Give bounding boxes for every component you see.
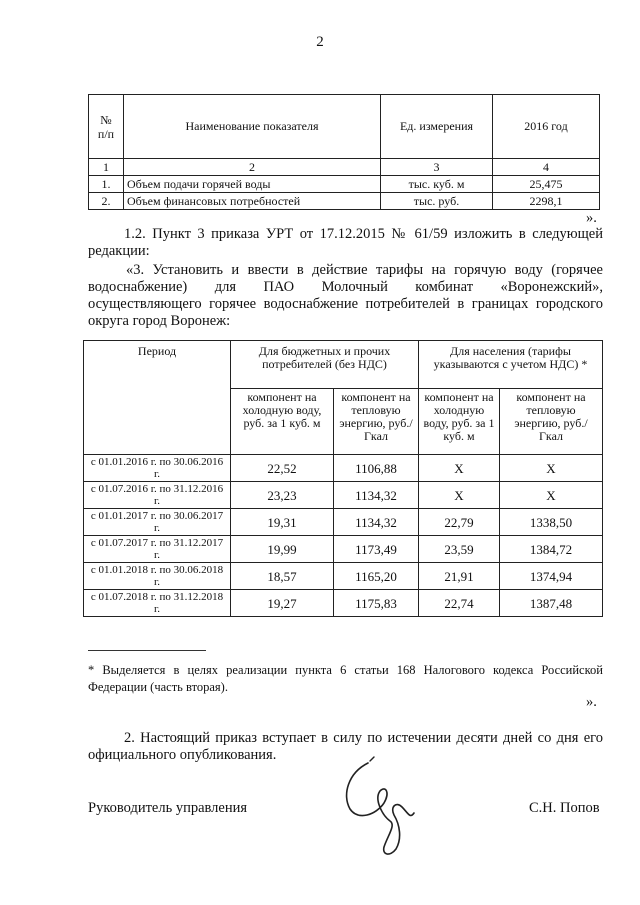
footnote-divider (88, 650, 206, 651)
table-row (84, 563, 603, 590)
text-line: округа город Воронеж: (88, 313, 231, 329)
row-heat-pop: Х (500, 455, 603, 482)
text-line: 2. Настоящий приказ вступает в силу по истечении десяти дней со дня его (124, 730, 603, 746)
row-heat: 1134,32 (334, 482, 419, 509)
table1-closing-quote: ». (586, 210, 597, 226)
text-line: официального опубликования. (88, 747, 277, 763)
col-header-unit: Ед. измерения (381, 95, 493, 159)
row-heat-pop: 1387,48 (500, 590, 603, 617)
row-cold-pop: 22,74 (419, 590, 500, 617)
table-row (89, 176, 600, 193)
row-cold-pop: 23,59 (419, 536, 500, 563)
row-cold: 19,27 (231, 590, 334, 617)
col-header-num: № п/п (89, 95, 124, 159)
table-cell: 3 (381, 159, 493, 176)
table-header-row (84, 341, 603, 389)
footnote-text: * Выделяется в целях реализации пункта 6 статьи 168 Налогового кодекса Российской Федерации (часть вторая). (88, 663, 603, 694)
signature-mark-icon (330, 755, 440, 865)
index-row (89, 159, 600, 176)
row-cold: 19,99 (231, 536, 334, 563)
table-cell: 2 (124, 159, 381, 176)
row-period: с 01.01.2017 г. по 30.06.2017 г. (84, 509, 231, 536)
col-header-population: Для населения (тарифы указываются с учетом НДС) * (419, 341, 603, 389)
row-heat-pop: 1338,50 (500, 509, 603, 536)
row-value: 2298,1 (493, 193, 600, 210)
table-row (84, 536, 603, 563)
table-row (89, 193, 600, 210)
row-period: с 01.07.2016 г. по 31.12.2016 г. (84, 482, 231, 509)
row-period: с 01.07.2017 г. по 31.12.2017 г. (84, 536, 231, 563)
row-unit: тыс. куб. м (381, 176, 493, 193)
row-period: с 01.01.2018 г. по 30.06.2018 г. (84, 563, 231, 590)
indicators-table (88, 94, 600, 210)
paragraph-3 (88, 262, 603, 330)
col-header-heat-pop: компонент на тепловую энергию, руб./Гкал (500, 389, 603, 455)
col-header-heat: компонент на тепловую энергию, руб./Гкал (334, 389, 419, 455)
row-cold-pop: Х (419, 482, 500, 509)
footnote (88, 662, 603, 696)
col-header-cold: компонент на холодную воду, руб. за 1 куб. м (231, 389, 334, 455)
row-num: 1. (89, 176, 124, 193)
table-row (84, 455, 603, 482)
text-line: редакции: (88, 243, 150, 259)
row-heat: 1165,20 (334, 563, 419, 590)
text-line: 1.2. Пункт 3 приказа УРТ от 17.12.2015 № 61/59 изложить в следующей (124, 226, 603, 242)
col-header-budget: Для бюджетных и прочих потребителей (без НДС) (231, 341, 419, 389)
row-heat: 1106,88 (334, 455, 419, 482)
table-row (84, 482, 603, 509)
row-period: с 01.07.2018 г. по 31.12.2018 г. (84, 590, 231, 617)
row-heat: 1175,83 (334, 590, 419, 617)
table-header-row (89, 95, 600, 159)
row-heat-pop: 1384,72 (500, 536, 603, 563)
row-period: с 01.01.2016 г. по 30.06.2016 г. (84, 455, 231, 482)
row-cold: 22,52 (231, 455, 334, 482)
col-header-period: Период (84, 341, 231, 455)
footnote-closing-quote: ». (586, 694, 597, 710)
row-cold: 19,31 (231, 509, 334, 536)
text-line: «3. Установить и ввести в действие тарифы на горячую воду (горячее (126, 262, 603, 278)
row-heat: 1173,49 (334, 536, 419, 563)
col-header-name: Наименование показателя (124, 95, 381, 159)
col-header-cold-pop: компонент на холодную воду, руб. за 1 куб. м (419, 389, 500, 455)
table-cell: 4 (493, 159, 600, 176)
row-cold: 18,57 (231, 563, 334, 590)
row-cold-pop: 21,91 (419, 563, 500, 590)
row-name: Объем подачи горячей воды (124, 176, 381, 193)
col-header-year: 2016 год (493, 95, 600, 159)
row-name: Объем финансовых потребностей (124, 193, 381, 210)
text-line: осуществляющего горячее водоснабжение потребителей в границах городского (88, 296, 603, 312)
row-cold-pop: Х (419, 455, 500, 482)
paragraph-1-2 (88, 226, 603, 260)
table-row (84, 590, 603, 617)
tariffs-table (83, 340, 603, 617)
row-heat-pop: 1374,94 (500, 563, 603, 590)
page-number: 2 (316, 34, 324, 50)
row-unit: тыс. руб. (381, 193, 493, 210)
table-row (84, 509, 603, 536)
row-cold-pop: 22,79 (419, 509, 500, 536)
table-cell: 1 (89, 159, 124, 176)
signatory-name: С.Н. Попов (529, 800, 600, 816)
signatory-title: Руководитель управления (88, 800, 248, 816)
text-line: водоснабжение) для ПАО Молочный комбинат «Воронежский», (88, 279, 603, 295)
row-cold: 23,23 (231, 482, 334, 509)
row-value: 25,475 (493, 176, 600, 193)
row-heat: 1134,32 (334, 509, 419, 536)
row-heat-pop: Х (500, 482, 603, 509)
row-num: 2. (89, 193, 124, 210)
